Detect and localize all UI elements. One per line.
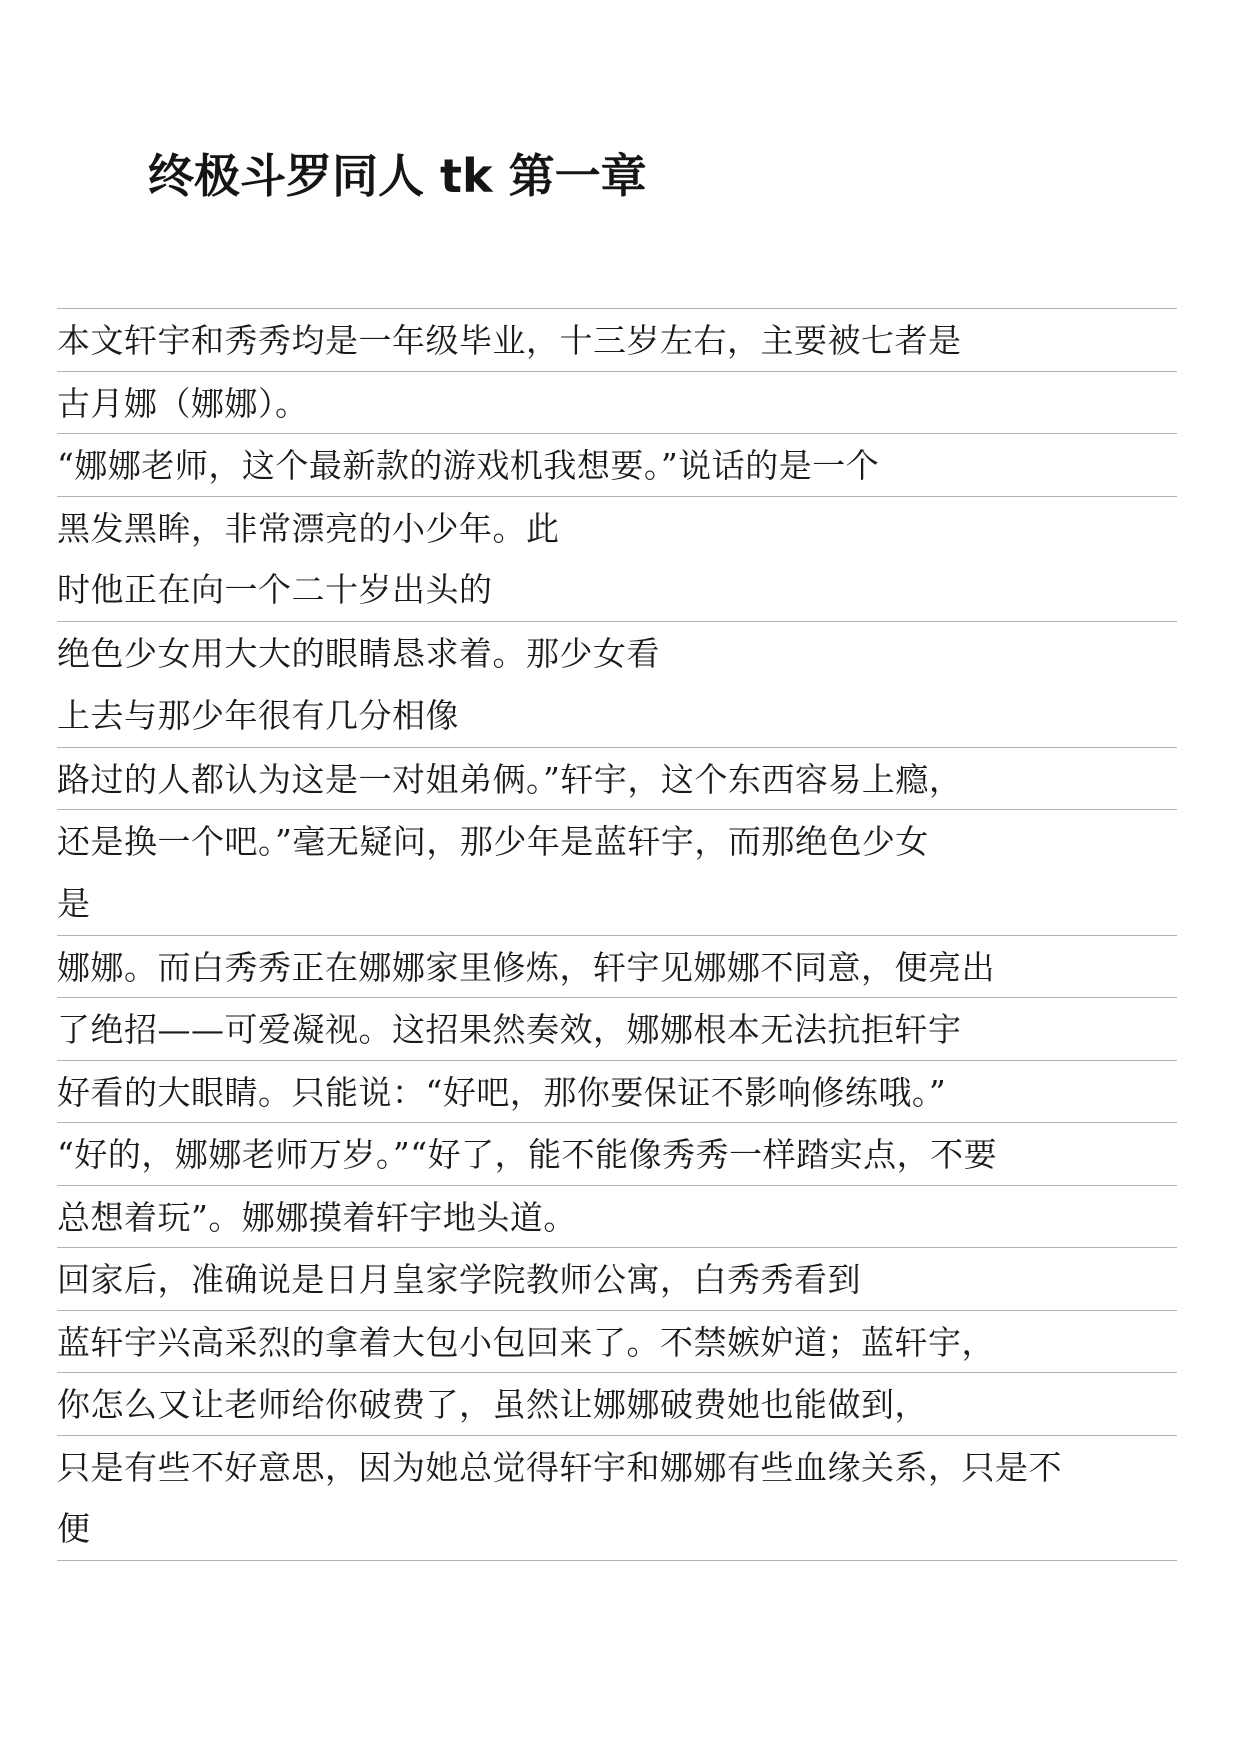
document-body bbox=[57, 308, 1177, 1561]
document-title: 终极斗罗同人 tk 第一章 bbox=[148, 149, 647, 203]
text-line: 了绝招——可爱凝视。这招果然奏效，娜娜根本无法抗拒轩宇 bbox=[57, 997, 1177, 1060]
text-line: 便 bbox=[57, 1509, 91, 1548]
text-line: 只是有些不好意思，因为她总觉得轩宇和娜娜有些血缘关系，只是不 bbox=[57, 1435, 1177, 1498]
text-line: 本文轩宇和秀秀均是一年级毕业，十三岁左右，主要被七者是 bbox=[57, 308, 1177, 371]
text-line: 总想着玩”。娜娜摸着轩宇地头道。 bbox=[57, 1185, 1177, 1248]
text-line: 古月娜（娜娜）。 bbox=[57, 371, 1177, 434]
text-line: 路过的人都认为这是一对姐弟俩。”轩宇，这个东西容易上瘾， bbox=[57, 747, 1177, 810]
text-line: 好看的大眼睛。只能说：“好吧，那你要保证不影响修练哦。” bbox=[57, 1060, 1177, 1123]
text-line: 蓝轩宇兴高采烈的拿着大包小包回来了。不禁嫉妒道；蓝轩宇， bbox=[57, 1310, 1177, 1373]
text-line: “好的，娜娜老师万岁。”“好了，能不能像秀秀一样踏实点，不要 bbox=[57, 1122, 1177, 1185]
text-line: 绝色少女用大大的眼睛恳求着。那少女看 bbox=[57, 621, 1177, 684]
text-line: “娜娜老师，这个最新款的游戏机我想要。”说话的是一个 bbox=[57, 433, 1177, 496]
text-line: 娜娜。而白秀秀正在娜娜家里修炼，轩宇见娜娜不同意，便亮出 bbox=[57, 935, 1177, 998]
text-line: 上去与那少年很有几分相像 bbox=[57, 695, 459, 735]
text-line: 黑发黑眸，非常漂亮的小少年。此 bbox=[57, 496, 1177, 559]
text-line: 时他正在向一个二十岁出头的 bbox=[57, 570, 493, 609]
bottom-rule bbox=[57, 1560, 1177, 1561]
text-line: 回家后，准确说是日月皇家学院教师公寓，白秀秀看到 bbox=[57, 1247, 1177, 1310]
text-line: 你怎么又让老师给你破费了，虽然让娜娜破费她也能做到， bbox=[57, 1372, 1177, 1435]
text-line: 是 bbox=[57, 883, 91, 923]
text-line: 还是换一个吧。”毫无疑问，那少年是蓝轩宇，而那绝色少女 bbox=[57, 809, 1177, 872]
